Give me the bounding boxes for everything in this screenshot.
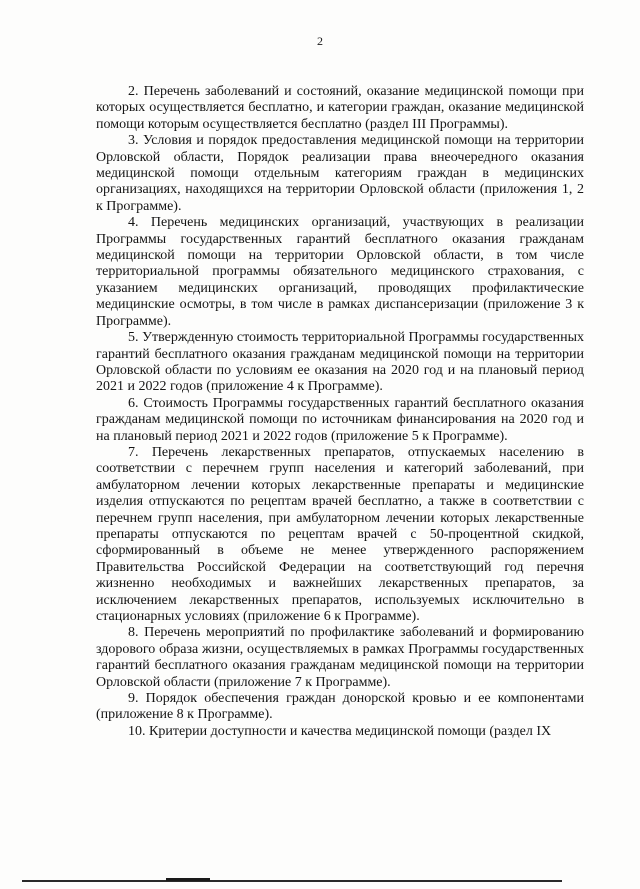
paragraph-8: 8. Перечень мероприятий по профилактике заболеваний и формированию здорового образа жизни, осуществляемых в рамках Программы государственных гарантий бесплатного оказания гражданам медицинской помощи на территории Орловской области (приложение 7 к Программе).: [96, 625, 584, 690]
paragraph-6: 6. Стоимость Программы государственных гарантий бесплатного оказания гражданам медицинской помощи по источникам финансирования на 2020 год и на плановый период 2021 и 2022 годов (приложение 5 к Программе).: [96, 395, 584, 444]
paragraph-3: 3. Условия и порядок предоставления медицинской помощи на территории Орловской области, Порядок реализации права внеочередного оказания медицинской помощи отдельным категориям граждан в медицинских организациях, находящихся на территории Орловской области (приложения 1, 2 к Программе).: [96, 133, 584, 214]
paragraph-4: 4. Перечень медицинских организаций, участвующих в реализации Программы государственных гарантий бесплатного оказания гражданам медицинской помощи на территории Орловской области, в том числе территориальной программы обязательного медицинского страхования, с указанием медицинских организаций, проводящих профилактические медицинские осмотры, в том числе в рамках диспансеризации (приложение 3 к Программе).: [96, 215, 584, 329]
paragraph-5: 5. Утвержденную стоимость территориальной Программы государственных гарантий бесплатного оказания гражданам медицинской помощи на территории Орловской области по условиям ее оказания на 2020 год и на плановый период 2021 и 2022 годов (приложение 4 к Программе).: [96, 330, 584, 395]
paragraph-10: 10. Критерии доступности и качества медицинской помощи (раздел IX: [128, 723, 552, 739]
paragraph-2: 2. Перечень заболеваний и состояний, оказание медицинской помощи при которых осуществляется бесплатно, и категории граждан, оказание медицинской помощи которым осуществляется бесплатно (раздел III Программы).: [96, 84, 584, 132]
paragraph-9: 9. Порядок обеспечения граждан донорской кровью и ее компонентами (приложение 8 к Программе).: [96, 691, 584, 723]
paragraph-7: 7. Перечень лекарственных препаратов, отпускаемых населению в соответствии с перечнем групп населения и категорий заболеваний, при амбулаторном лечении которых лекарственные препараты и медицинские изделия отпускаются по рецептам врачей бесплатно, а также в соответствии с перечнем групп населения, при амбулаторном лечении которых лекарственные препараты отпускаются по рецептам врачей с 50-процентной скидкой, сформированный в объеме не менее утвержденного распоряжением Правительства Российской Федерации на соответствующий год перечня жизненно необходимых и важнейших лекарственных препаратов, за исключением лекарственных препаратов, используемых исключительно в стационарных условиях (приложение 6 к Программе).: [96, 444, 584, 624]
page-number: 2: [317, 34, 323, 48]
document-body: [96, 84, 584, 740]
bottom-scan-mark: [166, 878, 210, 881]
bottom-scan-line: [22, 880, 562, 882]
